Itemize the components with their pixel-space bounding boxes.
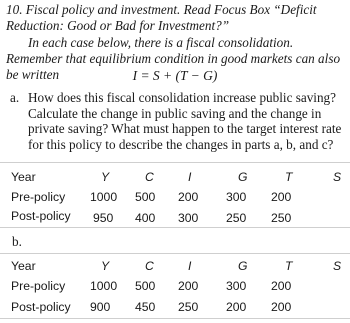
table-a-cell: 400 <box>135 211 156 225</box>
table-a-cell: 200 <box>178 190 199 204</box>
table-b-cell: 900 <box>90 300 111 314</box>
table-b-cell: 1000 <box>90 279 118 293</box>
table-a-divider-bottom <box>0 227 350 228</box>
table-a-cell: 950 <box>93 211 114 225</box>
table-b-row-label: Pre-policy <box>11 279 66 293</box>
table-b-header-c: C <box>145 259 154 273</box>
question-intro: In each case below, there is a fiscal consolidation. Remember that equilibrium condition in good markets can also be written <box>6 35 341 82</box>
table-b-header-g: G <box>238 259 248 273</box>
question-title: 10. Fiscal policy and investment. Read Focus Box “Deficit Reduction: Good or Bad for Investment?” <box>6 2 317 33</box>
table-a-cell: 250 <box>226 211 247 225</box>
table-b-cell: 250 <box>178 300 199 314</box>
part-b-label: b. <box>12 234 22 249</box>
table-b-cell: 500 <box>135 279 156 293</box>
table-b-header-y: Y <box>101 259 110 273</box>
table-b-header-s: S <box>333 259 342 273</box>
table-b-cell: 300 <box>226 279 247 293</box>
part-a-label: a. <box>10 90 20 105</box>
table-b-cell: 200 <box>226 300 247 314</box>
table-a-cell: 200 <box>271 190 292 204</box>
table-b-row-label: Post-policy <box>11 300 71 314</box>
table-a-header-y: Y <box>101 170 110 184</box>
part-a <box>10 90 344 152</box>
table-b-cell: 200 <box>271 279 292 293</box>
table-a-cell: 300 <box>226 190 247 204</box>
table-a-cell: 500 <box>135 190 156 204</box>
equilibrium-equation: I = S + (T − G) <box>132 68 218 83</box>
table-b-cell: 200 <box>178 279 199 293</box>
table-a-row-label: Pre-policy <box>11 190 66 204</box>
table-b-divider-top <box>0 253 350 254</box>
table-b-header-t: T <box>285 259 293 273</box>
table-a-divider-top <box>0 162 350 163</box>
table-b-header-i: I <box>188 259 192 273</box>
table-a-cell: 300 <box>178 211 199 225</box>
table-b-cell: 450 <box>135 300 156 314</box>
table-a-header-t: T <box>285 170 293 184</box>
table-a-row-label: Post-policy <box>11 209 71 223</box>
table-a-header-g: G <box>238 170 248 184</box>
table-a-cell: 250 <box>271 211 292 225</box>
table-a-header-s: S <box>333 170 342 184</box>
part-a-text: How does this fiscal consolidation increase public saving? Calculate the change in public saving and the change in private saving? What must happen to the target interest rate for this policy to describe the changes in parts a, b, and c? <box>28 90 342 152</box>
table-b-divider-bottom <box>0 318 350 319</box>
table-a-header-year: Year <box>11 170 36 184</box>
table-a-cell: 1000 <box>90 190 118 204</box>
table-a-header-i: I <box>188 170 192 184</box>
table-b-cell: 200 <box>271 300 292 314</box>
table-a-header-c: C <box>145 170 154 184</box>
table-b-header-year: Year <box>11 259 36 273</box>
